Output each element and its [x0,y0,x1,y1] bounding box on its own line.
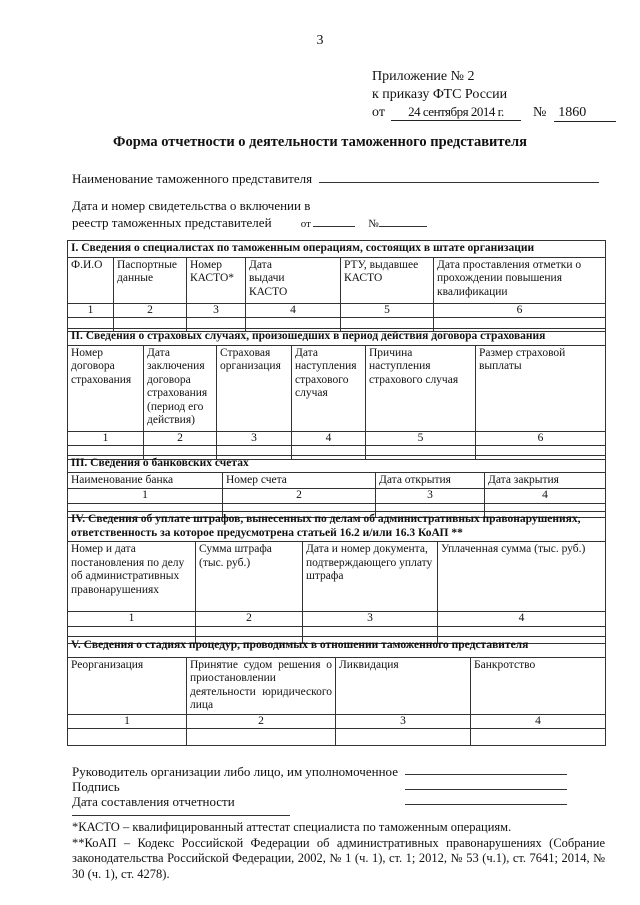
table-cell[interactable] [336,729,471,746]
appendix-line-1: Приложение № 2 [372,69,475,84]
head-of-organization-label: Руководитель организации либо лицо, им уполномоченное [72,764,398,779]
column-number: 4 [438,612,606,627]
column-header: Ф.И.О [68,257,114,303]
section-3-title: III. Сведения о банковских счетах [68,456,606,473]
section-5-title: V. Сведения о стадиях процедур, проводимых в отношении таможенного представителя [68,637,606,658]
section-4-title: IV. Сведения об уплате штрафов, вынесенных по делам об административных правонарушениях, ответственность за которое предусмотрена статьей 16.2 и/или 16.3 КоАП ** [68,512,606,542]
column-number: 1 [68,612,196,627]
column-header: Паспортные данные [114,257,187,303]
representative-name-label: Наименование таможенного представителя [72,171,313,186]
column-header: Реорганизация [68,657,187,714]
column-header: Дата заключения договора страхования (период его действия) [144,345,217,431]
registry-from-label: от [300,218,311,230]
section-4-table [67,511,606,644]
registry-label-line-1: Дата и номер свидетельства о включении в [72,198,311,213]
column-header: Ликвидация [336,657,471,714]
column-header: Наименование банка [68,472,223,489]
column-number: 3 [217,431,292,446]
column-number: 2 [223,489,376,504]
section-1-table [67,240,606,332]
column-number: 3 [376,489,485,504]
report-date-label: Дата составления отчетности [72,794,235,809]
appendix-date-line [372,104,616,122]
column-header: Сумма штрафа (тыс. руб.) [196,542,303,612]
column-header: Номер КАСТО* [187,257,246,303]
column-number: 1 [68,714,187,729]
section-5-table [67,636,606,746]
column-header: Номер и дата постановления по делу об административных правонарушениях [68,542,196,612]
date-prefix: от [372,105,385,120]
appendix-header [372,68,616,122]
column-number: 5 [341,303,434,318]
appendix-line-2: к приказу ФТС России [372,87,508,102]
column-header: Уплаченная сумма (тыс. руб.) [438,542,606,612]
footnote-divider [72,815,290,816]
section-3-table [67,455,606,518]
section-2-title: II. Сведения о страховых случаях, произошедших в период действия договора страхования [68,329,606,346]
column-number: 1 [68,303,114,318]
column-number: 1 [68,489,223,504]
signature-label: Подпись [72,779,120,794]
head-of-organization-field[interactable] [405,774,567,775]
registry-number-field[interactable] [379,214,427,227]
column-number: 4 [471,714,606,729]
footnotes [72,820,605,882]
column-number: 2 [187,714,336,729]
registry-date-field[interactable] [313,214,355,227]
column-number: 4 [485,489,606,504]
column-header: Дата открытия [376,472,485,489]
column-header: Страховая организация [217,345,292,431]
column-number: 2 [114,303,187,318]
column-number: 3 [336,714,471,729]
column-header: Дата выдачи КАСТО [246,257,341,303]
column-number: 4 [292,431,366,446]
column-number: 1 [68,431,144,446]
column-header: Дата проставления отметки о прохождении повышения квалификации [434,257,606,303]
representative-name-field[interactable] [319,170,599,183]
footnote-koap: **КоАП – Кодекс Российской Федерации об административных правонарушениях (Собрание законодательства Российской Федерации, 2002, № 1 (ч. 1), ст. 1; 2012, № 53 (ч.1), ст. 7641; 2014, № 30 (ч. 1), ст. 4278). [72,835,605,881]
signature-field[interactable] [405,789,567,790]
column-header: Банкротство [471,657,606,714]
column-number: 4 [246,303,341,318]
order-number: 1860 [554,105,616,122]
column-header: Причина наступления страхового случая [366,345,476,431]
order-date: 24 сентября 2014 г. [391,104,521,121]
column-header: Дата и номер документа, подтверждающего уплату штрафа [303,542,438,612]
column-number: 3 [187,303,246,318]
column-number: 6 [476,431,606,446]
column-number: 2 [144,431,217,446]
number-label: № [532,105,547,120]
section-2-table [67,328,606,460]
table-row [68,729,606,746]
form-title: Форма отчетности о деятельности таможенного представителя [113,134,527,150]
footnote-kasto: *КАСТО – квалифицированный аттестат специалиста по таможенным операциям. [72,820,512,834]
registry-label-line-2 [72,214,427,232]
registry-label-text: реестр таможенных представителей [72,215,272,230]
column-number: 3 [303,612,438,627]
table-cell[interactable] [471,729,606,746]
report-date-field[interactable] [405,804,567,805]
table-cell[interactable] [187,729,336,746]
column-header: Дата наступления страхового случая [292,345,366,431]
column-header: Дата закрытия [485,472,606,489]
table-cell[interactable] [68,729,187,746]
registry-number-label: № [368,218,379,230]
column-header: Номер счета [223,472,376,489]
column-number: 2 [196,612,303,627]
column-number: 5 [366,431,476,446]
column-header: Размер страховой выплаты [476,345,606,431]
page-number: 3 [316,33,324,48]
registry-row [72,198,427,232]
column-header: РТУ, выдавшее КАСТО [341,257,434,303]
column-header: Принятие судом решения о приостановлении деятельности юридического лица [187,657,336,714]
representative-name-row [72,170,599,187]
column-header: Номер договора страхования [68,345,144,431]
section-1-title: I. Сведения о специалистах по таможенным операциям, состоящих в штате организации [68,241,606,258]
column-number: 6 [434,303,606,318]
